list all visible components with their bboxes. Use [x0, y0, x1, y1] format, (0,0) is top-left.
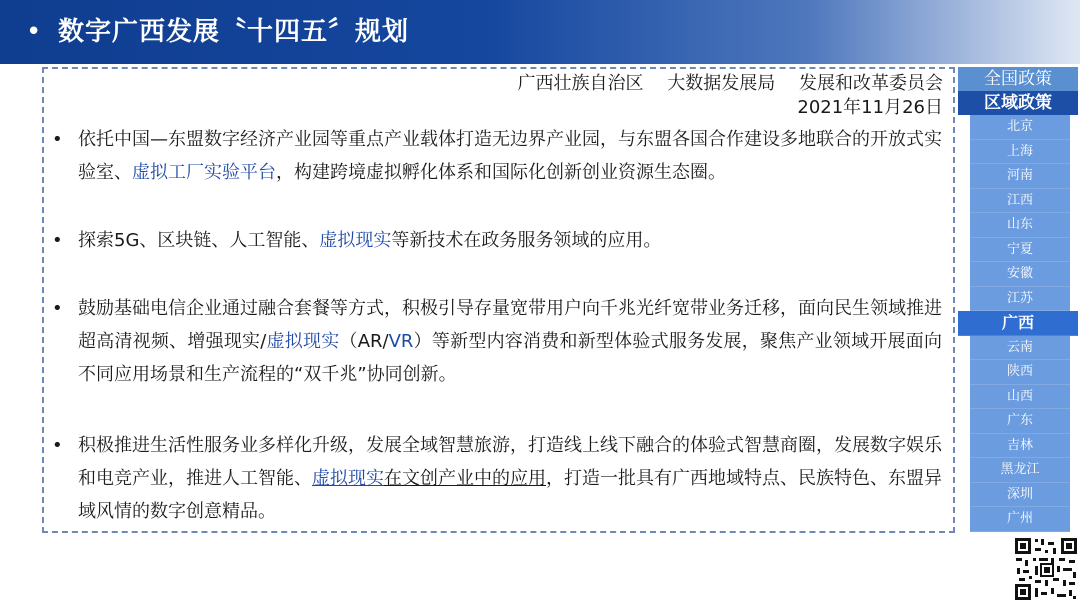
issuing-agencies [500, 71, 943, 97]
policy-content-panel [42, 67, 955, 533]
paragraph-bullet: • [52, 298, 63, 319]
paragraph-text [78, 224, 942, 257]
sidebar-item-region[interactable]: 云南 [970, 336, 1070, 361]
paragraph-text [78, 292, 942, 391]
sidebar-item-region-active[interactable]: 广西 [958, 311, 1078, 336]
paragraph-segment: 等新技术在政务服务领域的应用。 [391, 230, 662, 251]
paragraph-segment: ）等新型内容消费和新型体验式服务发展，聚焦产业领域开展面向不同应用场景和生产流程的“双千兆”协同创新。 [78, 331, 943, 385]
sidebar-item-region[interactable]: 深圳 [970, 483, 1070, 508]
issuer-bigdata-bureau: 大数据发展局 [667, 73, 776, 94]
highlighted-keyword: 虚拟现实 [319, 230, 392, 251]
paragraph-text [78, 123, 942, 189]
region-list [958, 115, 1078, 532]
sidebar-item-region[interactable]: 安徽 [970, 262, 1070, 287]
tab-regional-policy[interactable]: 区域政策 [958, 91, 1078, 115]
paragraph-bullet: • [52, 435, 63, 456]
paragraph-segment: ，构建跨境虚拟孵化体系和国际化创新创业资源生态圈。 [276, 162, 726, 183]
highlighted-keyword: VR [388, 331, 414, 352]
page-title: 数字广西发展〝十四五〞规划 [58, 17, 410, 47]
highlighted-keyword: 虚拟现实 [266, 331, 340, 352]
sidebar-item-region[interactable]: 山西 [970, 385, 1070, 410]
issuer-development-commission: 发展和改革委员会 [799, 73, 943, 94]
highlighted-keyword: 虚拟工厂实验平台 [132, 162, 276, 183]
sidebar-item-region[interactable]: 陕西 [970, 360, 1070, 385]
policy-paragraph [52, 123, 942, 189]
policy-sidebar [958, 67, 1078, 532]
title-banner [0, 0, 1080, 64]
sidebar-item-region[interactable]: 黑龙江 [970, 458, 1070, 483]
sidebar-item-region[interactable]: 吉林 [970, 434, 1070, 459]
paragraph-text [78, 429, 942, 528]
paragraph-segment: 依托中国—东盟数字经济产业园等重点产业载体打造无边界产业园，与东盟各国合作建设多地联合的开放式实验室、 [78, 129, 942, 183]
highlighted-keyword: 在文创产业中的应用 [384, 468, 546, 489]
title-bullet: • [26, 17, 42, 47]
sidebar-item-region[interactable]: 北京 [970, 115, 1070, 140]
paragraph-segment: 积极推进生活性服务业多样化升级，发展全域智慧旅游，打造线上线下融合的体验式智慧商圈，发展数字娱乐和电竞产业，推进人工智能、 [78, 435, 942, 489]
sidebar-item-region[interactable]: 上海 [970, 140, 1070, 165]
sidebar-item-region[interactable]: 广东 [970, 409, 1070, 434]
paragraph-segment: （AR/ [339, 331, 389, 352]
tab-national-policy[interactable]: 全国政策 [958, 67, 1078, 91]
policy-paragraph [52, 224, 942, 257]
sidebar-item-region[interactable]: 河南 [970, 164, 1070, 189]
paragraph-segment: ，打造一批具有广西地域特点、民族特色、东盟异域风情的数字创意精品。 [78, 468, 942, 522]
paragraph-bullet: • [52, 129, 63, 150]
highlighted-keyword: 虚拟现实 [312, 468, 384, 489]
paragraph-segment: 探索5G、区块链、人工智能、 [78, 230, 320, 251]
paragraph-segment: 鼓励基础电信企业通过融合套餐等方式，积极引导存量宽带用户向千兆光纤宽带业务迁移，面向民生领域推进超高清视频、增强现实/ [78, 298, 942, 352]
sidebar-item-region[interactable]: 江西 [970, 189, 1070, 214]
sidebar-item-region[interactable]: 山东 [970, 213, 1070, 238]
issue-date: 2021年11月26日 [797, 97, 943, 118]
issuer-region: 广西壮族自治区 [517, 73, 644, 94]
sidebar-item-region[interactable]: 江苏 [970, 287, 1070, 312]
sidebar-item-region[interactable]: 广州 [970, 507, 1070, 532]
policy-paragraph [52, 429, 942, 528]
paragraph-bullet: • [52, 230, 63, 251]
policy-paragraph [52, 292, 942, 391]
sidebar-item-region[interactable]: 宁夏 [970, 238, 1070, 263]
qr-code [1013, 536, 1079, 602]
